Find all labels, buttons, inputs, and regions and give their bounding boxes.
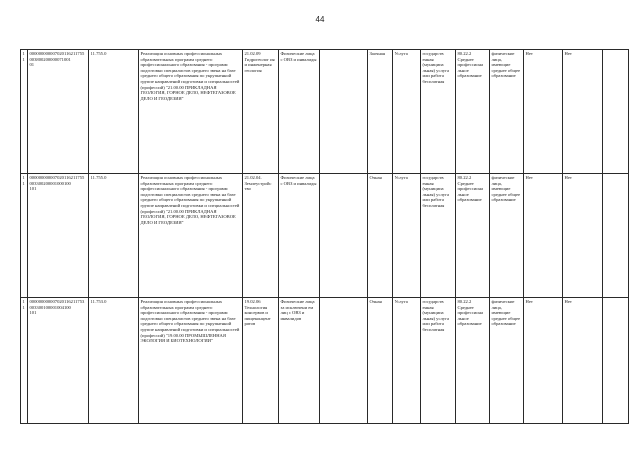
payment-status: государств енная (муниципа льная) услуга или работа бесплатная xyxy=(422,299,450,332)
row-number: 11 xyxy=(22,51,25,62)
consumer-category: Физические лица за исключени ем лиц с ОВЗ и инвалидов xyxy=(280,299,315,321)
okved-code: 11.753.0 xyxy=(90,299,107,304)
study-form-cell xyxy=(368,50,393,174)
payment-status-cell xyxy=(421,50,456,174)
activity-okved-cell xyxy=(456,174,490,298)
specialty: 21.02.09 Гидрогеолог ия и инженерная геология xyxy=(244,51,275,73)
paid-flag: Нет xyxy=(564,175,572,180)
consumer-category: Физические лица с ОВЗ и инвалиды xyxy=(280,51,317,62)
row-number: 11 xyxy=(22,299,25,310)
okved-code-cell xyxy=(89,174,139,298)
service-name-cell xyxy=(139,50,243,174)
blank-cell-cell xyxy=(320,298,368,424)
service-name: Реализация основных профессиональных образовательных программ среднего профессионального образования - программ подготовки специалистов среднего звена на базе среднего общего образования по укрупненной группе направлений подготовки и специальностей (профессий) "19.00.00 ПРОМЫШЛЕННАЯ ЭКОЛОГИЯ И БИОТЕХНОЛОГИИ" xyxy=(140,299,240,344)
blank-cell-cell xyxy=(603,174,629,298)
service-type: Услуга xyxy=(394,175,408,180)
payment-status: государств енная (муниципа льная) услуга или работа бесплатная xyxy=(422,51,450,84)
service-name: Реализация основных профессиональных образовательных программ среднего профессионального образования - программ подготовки специалистов среднего звена на базе среднего общего образования по укрупненной группе направлений подготовки и специальностей (профессий) "21.00.00 ПРИКЛАДНАЯ ГЕОЛОГИЯ, ГОРНОЕ ДЕЛО, НЕФТЕГАЗОВОЕ ДЕЛО И ГЕОДЕЗИЯ" xyxy=(140,175,240,225)
paid-flag: Нет xyxy=(564,299,572,304)
activity-okved-cell xyxy=(456,50,490,174)
study-form-cell xyxy=(368,298,393,424)
payment-status: государств енная (муниципа льная) услуга или работа бесплатная xyxy=(422,175,450,208)
consumers: физические лица, имеющие среднее общее образование xyxy=(491,175,521,203)
registry-code-cell xyxy=(28,50,89,174)
specialty-cell xyxy=(243,174,279,298)
paid-flag-cell xyxy=(563,174,603,298)
consumers-cell xyxy=(490,174,524,298)
consumer-category-cell xyxy=(279,50,320,174)
consumers-cell xyxy=(490,298,524,424)
specialty-cell xyxy=(243,298,279,424)
regional-flag-cell xyxy=(524,50,563,174)
regional-flag: Нет xyxy=(525,175,533,180)
registry-code-cell xyxy=(28,174,89,298)
table-row xyxy=(21,50,629,174)
row-number-cell xyxy=(21,298,28,424)
okved-code-cell xyxy=(89,298,139,424)
payment-status-cell xyxy=(421,174,456,298)
blank-cell-cell xyxy=(603,50,629,174)
service-name-cell xyxy=(139,298,243,424)
blank-cell-cell xyxy=(320,50,368,174)
consumer-category-cell xyxy=(279,298,320,424)
regional-flag-cell xyxy=(524,298,563,424)
row-number-cell xyxy=(21,50,28,174)
service-type-cell xyxy=(393,174,421,298)
activity-okved-cell xyxy=(456,298,490,424)
service-type: Услуга xyxy=(394,299,408,304)
activity-okved: 80.22.2 Среднее профессиона льное образование xyxy=(457,175,484,203)
okved-code-cell xyxy=(89,50,139,174)
regional-flag: Нет xyxy=(525,51,533,56)
okved-code: 11.755.0 xyxy=(90,175,107,180)
regional-flag-cell xyxy=(524,174,563,298)
consumers: физические лица, имеющие среднее общее образование xyxy=(491,299,521,327)
study-form: Очная xyxy=(369,175,382,180)
registry-code-cell xyxy=(28,298,89,424)
activity-okved: 80.22.2 Среднее профессиона льное образование xyxy=(457,51,484,79)
registry-code: 000000000007020116211753003300100001004100 101 xyxy=(29,299,85,316)
specialty: 21.02.04. Землеустройс тво xyxy=(244,175,272,192)
services-registry-table xyxy=(20,49,629,424)
service-type-cell xyxy=(393,50,421,174)
row-number-cell xyxy=(21,174,28,298)
consumer-category: Физические лица с ОВЗ и инвалиды xyxy=(280,175,317,186)
regional-flag: Нет xyxy=(525,299,533,304)
consumers-cell xyxy=(490,50,524,174)
study-form: Очная xyxy=(369,299,382,304)
service-name: Реализация основных профессиональных образовательных программ среднего профессионального образования - программ подготовки специалистов среднего звена на базе среднего общего образования по укрупненной группе направлений подготовки и специальностей (профессий) "21.00.00 ПРИКЛАДНАЯ ГЕОЛОГИЯ, ГОРНОЕ ДЕЛО, НЕФТЕГАЗОВОЕ ДЕЛО И ГЕОДЕЗИЯ" xyxy=(140,51,240,101)
row-number: 11 xyxy=(22,175,25,186)
service-name-cell xyxy=(139,174,243,298)
paid-flag-cell xyxy=(563,298,603,424)
okved-code: 11.755.0 xyxy=(90,51,107,56)
specialty: 19.02.06 Технология консервов и пищеконцент ратов xyxy=(244,299,271,327)
service-type-cell xyxy=(393,298,421,424)
paid-flag: Нет xyxy=(564,51,572,56)
registry-code: 000000000007020116211755003300200001000100 101 xyxy=(29,175,85,192)
page-number: 44 xyxy=(315,15,325,24)
table-row xyxy=(21,174,629,298)
blank-cell-cell xyxy=(320,174,368,298)
service-type: Услуга xyxy=(394,51,408,56)
table-row xyxy=(21,298,629,424)
paid-flag-cell xyxy=(563,50,603,174)
activity-okved: 80.22.2 Среднее профессиона льное образование xyxy=(457,299,484,327)
study-form-cell xyxy=(368,174,393,298)
consumers: физические лица, имеющие среднее общее образование xyxy=(491,51,521,79)
payment-status-cell xyxy=(421,298,456,424)
specialty-cell xyxy=(243,50,279,174)
registry-code: 000000000007020116211755003800200000071001 01 xyxy=(29,51,85,68)
consumer-category-cell xyxy=(279,174,320,298)
study-form: Заочная xyxy=(369,51,385,56)
blank-cell-cell xyxy=(603,298,629,424)
